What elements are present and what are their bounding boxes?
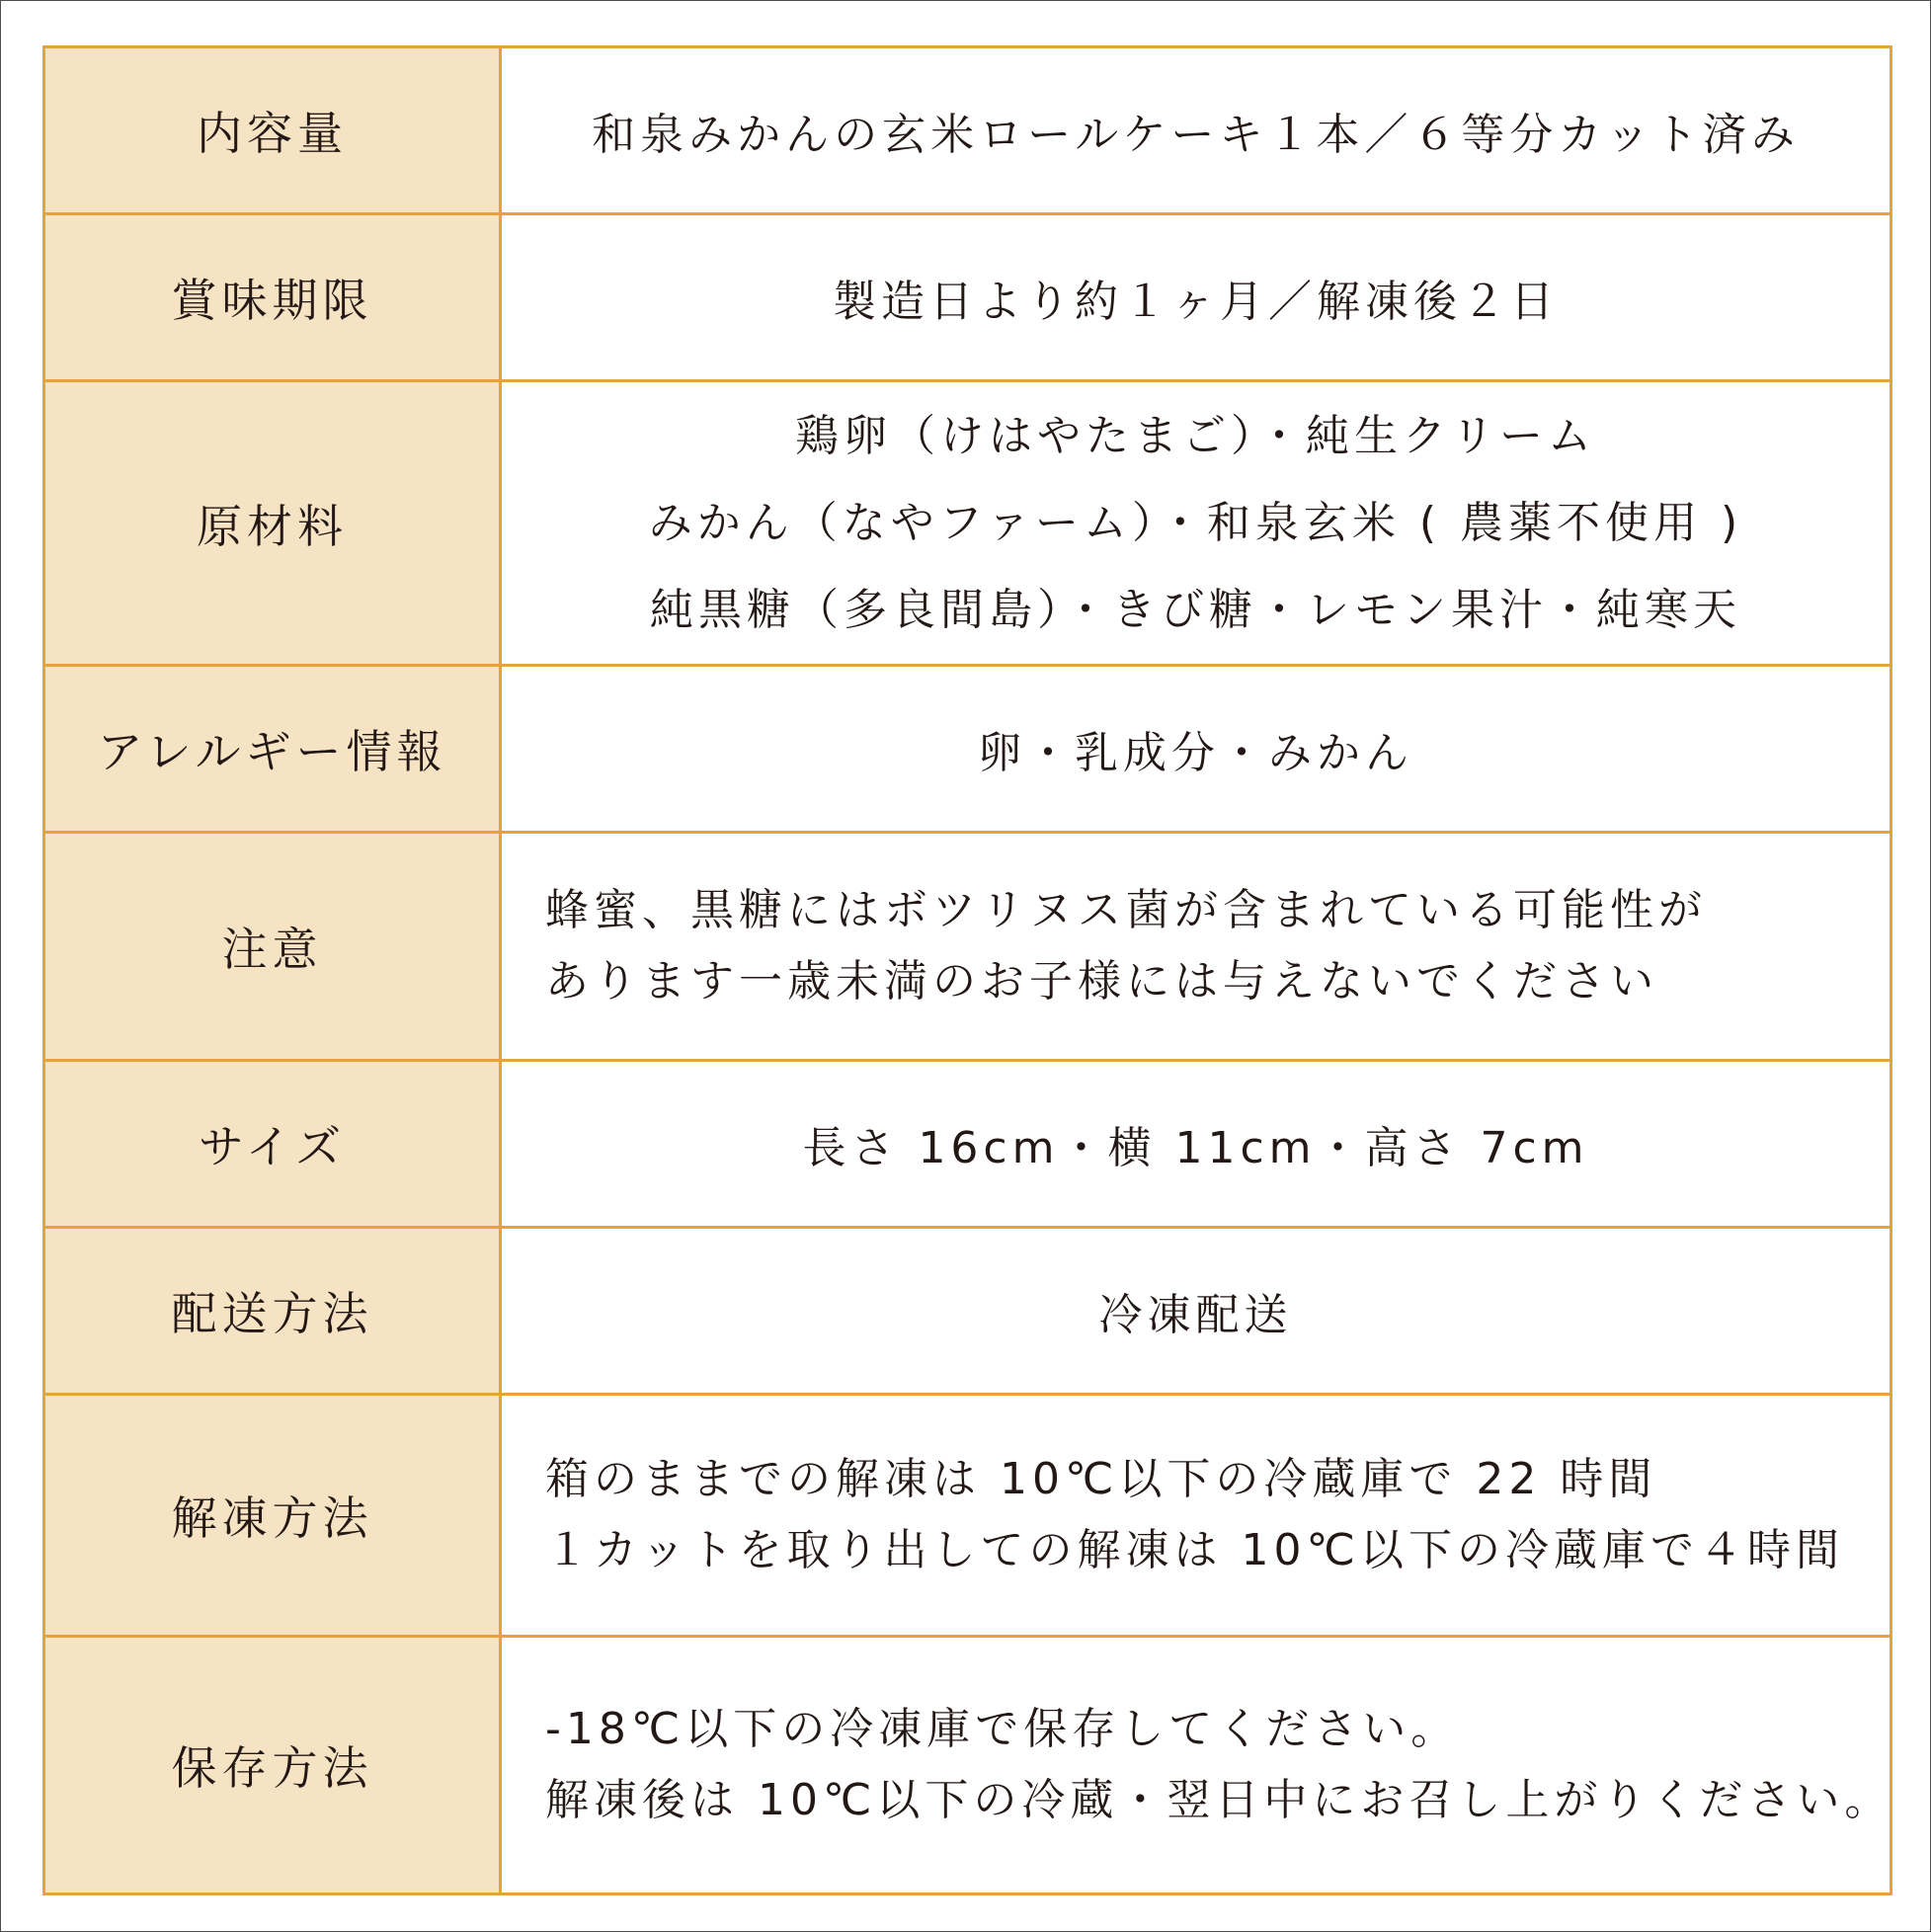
spec-row-contents (44, 47, 1891, 214)
spec-label-cell (44, 47, 501, 214)
spec-value-line: 長さ 16cm・横 11cm・高さ 7cm (802, 1123, 1589, 1173)
spec-value-cell (501, 833, 1891, 1061)
spec-label: 原材料 (197, 499, 348, 553)
spec-label-cell (44, 1395, 501, 1637)
spec-label-cell (44, 833, 501, 1061)
spec-row-thawing (44, 1395, 1891, 1637)
spec-label-cell (44, 214, 501, 381)
spec-label-cell (44, 1637, 501, 1894)
spec-value-cell (501, 666, 1891, 833)
spec-row-ingredients (44, 381, 1891, 666)
spec-row-caution (44, 833, 1891, 1061)
spec-value-line: 冷凍配送 (1098, 1290, 1293, 1340)
spec-value-cell (501, 47, 1891, 214)
spec-label: 保存方法 (171, 1741, 373, 1795)
spec-label: 解凍方法 (171, 1491, 373, 1545)
spec-row-storage (44, 1637, 1891, 1894)
spec-label: サイズ (198, 1120, 347, 1173)
spec-value-cell (501, 1228, 1891, 1395)
spec-value-line: -18℃以下の冷凍庫で保存してください。 (545, 1704, 1460, 1754)
spec-value-cell (501, 214, 1891, 381)
spec-value-cell (501, 1395, 1891, 1637)
spec-value-line: 製造日より約１ヶ月／解凍後２日 (833, 277, 1559, 327)
spec-row-shipping (44, 1228, 1891, 1395)
spec-label: 注意 (221, 923, 323, 976)
spec-row-size (44, 1061, 1891, 1228)
product-spec-table (42, 45, 1892, 1895)
spec-label-cell (44, 1228, 501, 1395)
spec-label: 内容量 (197, 107, 348, 160)
spec-value-line: 卵・乳成分・みかん (978, 728, 1413, 778)
spec-value-cell (501, 381, 1891, 666)
spec-label: 配送方法 (171, 1287, 373, 1340)
spec-value-cell (501, 1637, 1891, 1894)
spec-value-cell (501, 1061, 1891, 1228)
spec-row-best-before (44, 214, 1891, 381)
spec-label-cell (44, 666, 501, 833)
spec-value-line: 蜂蜜、黒糖にはボツリヌス菌が含まれている可能性が (545, 885, 1707, 935)
spec-label: 賞味期限 (171, 274, 373, 327)
spec-value-line: 和泉みかんの玄米ロールケーキ１本／６等分カット済み (592, 110, 1800, 160)
spec-label: アレルギー情報 (97, 725, 447, 778)
spec-value-line: 箱のままでの解凍は 10℃以下の冷蔵庫で 22 時間 (545, 1454, 1657, 1504)
spec-value-line: 純黒糖（多良間島）・きび糖・レモン果汁・純寒天 (650, 584, 1741, 635)
spec-value-line: みかん（なやファーム）・和泉玄米 ( 農薬不使用 ) (648, 497, 1743, 548)
spec-label-cell (44, 1061, 501, 1228)
spec-label-cell (44, 381, 501, 666)
spec-value-line: あります一歳未満のお子様には与えないでください (545, 956, 1658, 1006)
spec-value-line: １カットを取り出しての解凍は 10℃以下の冷蔵庫で４時間 (545, 1525, 1844, 1575)
spec-value-line: 解凍後は 10℃以下の冷蔵・翌日中にお召し上がりください。 (545, 1775, 1893, 1825)
spec-value-line: 鶏卵（けはやたまご）・純生クリーム (795, 410, 1596, 461)
spec-row-allergy (44, 666, 1891, 833)
